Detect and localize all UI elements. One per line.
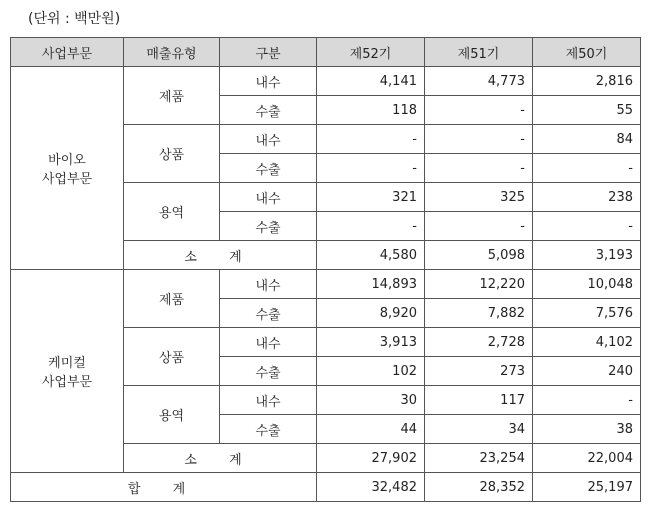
value-51: 2,728 [425, 328, 533, 357]
value-51: 34 [425, 415, 533, 444]
value-51: 117 [425, 386, 533, 415]
subtotal-51: 23,254 [425, 444, 533, 473]
category: 수출 [220, 96, 317, 125]
category: 내수 [220, 125, 317, 154]
value-51: - [425, 96, 533, 125]
value-51: - [425, 154, 533, 183]
value-52: 102 [317, 357, 425, 386]
value-50: 84 [533, 125, 641, 154]
table-row [11, 270, 641, 299]
value-50: 238 [533, 183, 641, 212]
total-51: 28,352 [425, 473, 533, 502]
division-name-line2: 사업부문 [41, 172, 93, 187]
sales-type: 상품 [124, 125, 220, 183]
category: 내수 [220, 183, 317, 212]
category: 내수 [220, 386, 317, 415]
header-category: 구분 [220, 38, 317, 67]
value-52: 321 [317, 183, 425, 212]
subtotal-51: 5,098 [425, 241, 533, 270]
category: 수출 [220, 299, 317, 328]
category: 수출 [220, 357, 317, 386]
table-row [11, 67, 641, 96]
value-50: 10,048 [533, 270, 641, 299]
header-division: 사업부문 [11, 38, 124, 67]
header-period-51: 제51기 [425, 38, 533, 67]
header-row [11, 38, 641, 67]
category: 내수 [220, 270, 317, 299]
value-51: 325 [425, 183, 533, 212]
sales-type: 상품 [124, 328, 220, 386]
value-52: - [317, 125, 425, 154]
subtotal-50: 22,004 [533, 444, 641, 473]
header-period-52: 제52기 [317, 38, 425, 67]
total-row [11, 473, 641, 502]
division-name [11, 67, 124, 270]
value-51: 7,882 [425, 299, 533, 328]
value-50: - [533, 212, 641, 241]
category: 수출 [220, 212, 317, 241]
value-51: 12,220 [425, 270, 533, 299]
subtotal-52: 4,580 [317, 241, 425, 270]
value-52: 4,141 [317, 67, 425, 96]
subtotal-50: 3,193 [533, 241, 641, 270]
value-51: - [425, 125, 533, 154]
value-52: - [317, 154, 425, 183]
value-50: 55 [533, 96, 641, 125]
value-52: - [317, 212, 425, 241]
subtotal-52: 27,902 [317, 444, 425, 473]
value-52: 8,920 [317, 299, 425, 328]
value-52: 118 [317, 96, 425, 125]
subtotal-label: 소 계 [124, 444, 317, 473]
header-sales-type: 매출유형 [124, 38, 220, 67]
value-50: 38 [533, 415, 641, 444]
value-51: 273 [425, 357, 533, 386]
value-52: 14,893 [317, 270, 425, 299]
category: 수출 [220, 154, 317, 183]
sales-type: 용역 [124, 183, 220, 241]
value-50: 240 [533, 357, 641, 386]
total-50: 25,197 [533, 473, 641, 502]
total-label: 합 계 [11, 473, 317, 502]
value-50: 7,576 [533, 299, 641, 328]
division-name-line1: 케미컬 [48, 356, 86, 371]
value-52: 44 [317, 415, 425, 444]
sales-type: 제품 [124, 67, 220, 125]
value-50: - [533, 154, 641, 183]
value-50: 4,102 [533, 328, 641, 357]
value-50: 2,816 [533, 67, 641, 96]
unit-label: (단위 : 백만원) [28, 11, 121, 27]
division-name [11, 270, 124, 473]
sales-type: 제품 [124, 270, 220, 328]
value-51: - [425, 212, 533, 241]
subtotal-label: 소 계 [124, 241, 317, 270]
value-52: 30 [317, 386, 425, 415]
value-50: - [533, 386, 641, 415]
sales-table [10, 37, 641, 502]
value-52: 3,913 [317, 328, 425, 357]
header-period-50: 제50기 [533, 38, 641, 67]
category: 수출 [220, 415, 317, 444]
division-name-line1: 바이오 [48, 153, 86, 168]
category: 내수 [220, 67, 317, 96]
division-name-line2: 사업부문 [41, 375, 93, 390]
sales-type: 용역 [124, 386, 220, 444]
category: 내수 [220, 328, 317, 357]
total-52: 32,482 [317, 473, 425, 502]
value-51: 4,773 [425, 67, 533, 96]
